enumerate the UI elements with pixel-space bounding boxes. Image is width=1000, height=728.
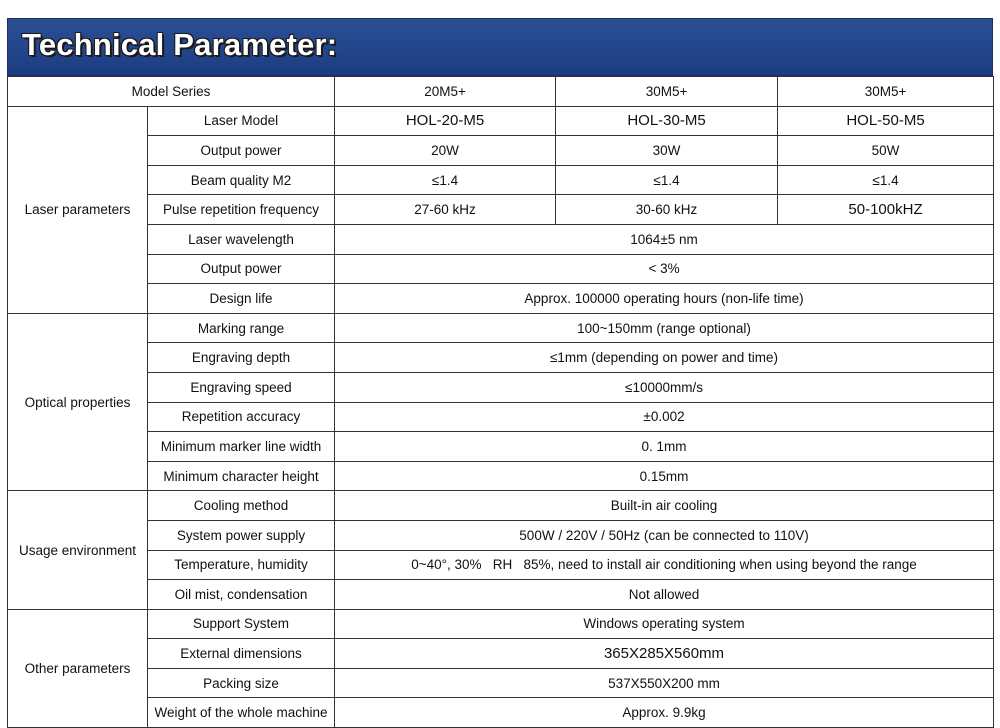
table-row [8,609,994,639]
value-cell: Windows operating system [335,609,994,639]
table-row [8,580,994,610]
param-label: Marking range [148,313,335,343]
param-label: System power supply [148,520,335,550]
table-row [8,639,994,669]
value-cell: ≤10000mm/s [335,372,994,402]
param-label: Temperature, humidity [148,550,335,580]
table-row [8,550,994,580]
value-cell: ≤1.4 [335,165,556,195]
value-cell: ≤1.4 [556,165,778,195]
table-row [8,224,994,254]
value-cell: 20W [335,136,556,166]
param-label: Output power [148,254,335,284]
param-label: Engraving depth [148,343,335,373]
value-cell: 1064±5 nm [335,224,994,254]
table-row [8,254,994,284]
model-cell: 20M5+ [335,77,556,107]
value-cell: 0. 1mm [335,432,994,462]
table-row [8,165,994,195]
value-cell: ≤1mm (depending on power and time) [335,343,994,373]
param-label: Engraving speed [148,372,335,402]
value-cell: Not allowed [335,580,994,610]
value-cell: 27-60 kHz [335,195,556,225]
value-cell: Approx. 9.9kg [335,698,994,728]
param-label: Weight of the whole machine [148,698,335,728]
value-cell: 50-100kHZ [778,195,994,225]
spec-table [7,76,994,728]
param-label: Repetition accuracy [148,402,335,432]
param-label: Laser wavelength [148,224,335,254]
param-label: Support System [148,609,335,639]
value-cell: 500W / 220V / 50Hz (can be connected to 110V) [335,520,994,550]
param-label: Packing size [148,668,335,698]
value-cell: Built-in air cooling [335,491,994,521]
table-row [8,698,994,728]
group-other-parameters: Other parameters [8,609,148,727]
page-title: Technical Parameter: [22,27,338,62]
model-cell: 30M5+ [556,77,778,107]
value-cell: 365X285X560mm [335,639,994,669]
table-row [8,106,994,136]
value-cell: 100~150mm (range optional) [335,313,994,343]
param-label: Minimum character height [148,461,335,491]
value-cell: Approx. 100000 operating hours (non-life time) [335,284,994,314]
table-row [8,402,994,432]
param-label: Laser Model [148,106,335,136]
param-label: Design life [148,284,335,314]
model-cell: 30M5+ [778,77,994,107]
table-row [8,491,994,521]
value-cell: ≤1.4 [778,165,994,195]
value-cell: < 3% [335,254,994,284]
table-row [8,461,994,491]
table-row [8,343,994,373]
param-label: Pulse repetition frequency [148,195,335,225]
table-row [8,195,994,225]
table-row [8,520,994,550]
title-banner [7,18,993,76]
param-label: External dimensions [148,639,335,669]
param-label: Output power [148,136,335,166]
value-cell: 537X550X200 mm [335,668,994,698]
value-cell: HOL-20-M5 [335,106,556,136]
group-optical-properties: Optical properties [8,313,148,491]
value-cell: 0~40°, 30% RH 85%, need to install air conditioning when using beyond the range [335,550,994,580]
table-row [8,284,994,314]
value-cell: HOL-50-M5 [778,106,994,136]
value-cell: 50W [778,136,994,166]
table-row [8,372,994,402]
param-label: Oil mist, condensation [148,580,335,610]
value-cell: 30-60 kHz [556,195,778,225]
value-cell: ±0.002 [335,402,994,432]
table-row [8,668,994,698]
group-usage-environment: Usage environment [8,491,148,609]
param-label: Minimum marker line width [148,432,335,462]
value-cell: HOL-30-M5 [556,106,778,136]
value-cell: 30W [556,136,778,166]
table-row [8,313,994,343]
table-row [8,432,994,462]
model-series-label: Model Series [8,77,335,107]
value-cell: 0.15mm [335,461,994,491]
table-row [8,136,994,166]
param-label: Beam quality M2 [148,165,335,195]
param-label: Cooling method [148,491,335,521]
table-row [8,77,994,107]
group-laser-parameters: Laser parameters [8,106,148,313]
